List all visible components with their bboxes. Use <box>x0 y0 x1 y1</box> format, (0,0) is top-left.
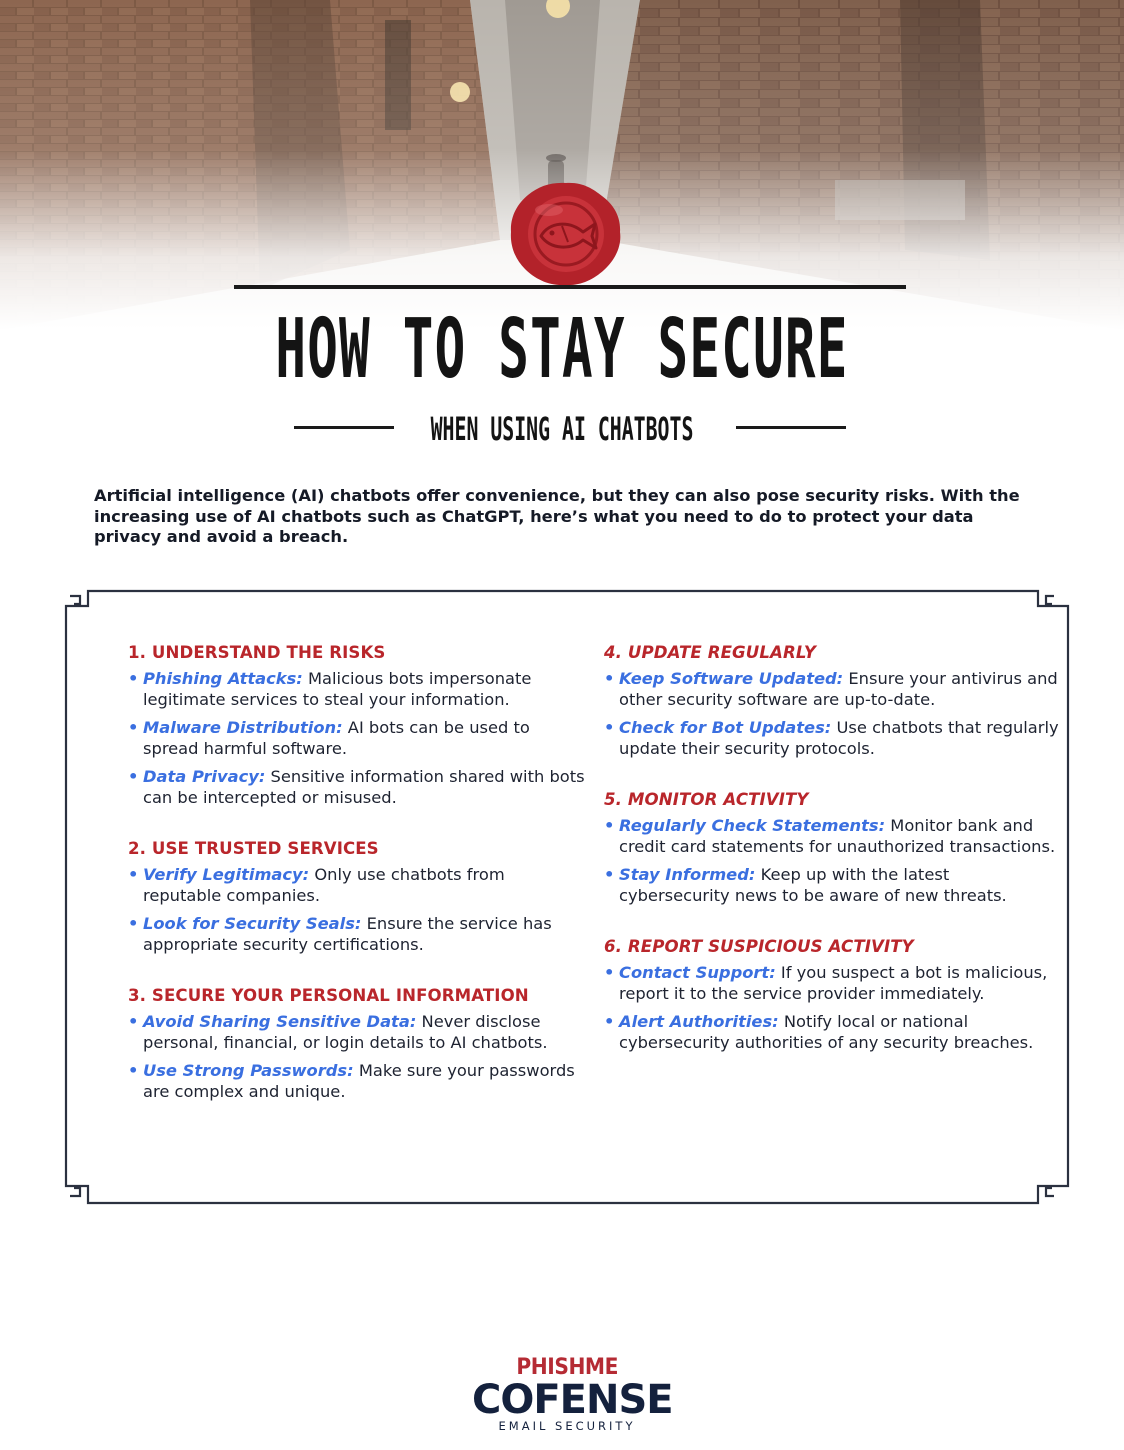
bullet-icon: • <box>128 718 139 737</box>
section-title: 4. UPDATE REGULARLY <box>604 643 817 662</box>
section-title: 3. SECURE YOUR PERSONAL INFORMATION <box>128 986 529 1005</box>
item-label: Use Strong Passwords: <box>143 1061 354 1080</box>
left-column <box>128 640 588 1130</box>
section-title: 2. USE TRUSTED SERVICES <box>128 839 379 858</box>
bullet-icon: • <box>128 914 139 933</box>
list-item <box>128 913 588 955</box>
bullet-icon: • <box>604 865 615 884</box>
item-text: AI bots can be used to spread harmful software. <box>143 718 530 758</box>
item-text: Never disclose personal, financial, or login details to AI chatbots. <box>143 1012 548 1052</box>
phishme-wordmark: PHISHME <box>516 1355 618 1380</box>
list-item <box>128 717 588 759</box>
bullet-icon: • <box>128 1012 139 1031</box>
list-item <box>128 1011 588 1053</box>
item-text: Monitor bank and credit card statements for unauthorized transactions. <box>619 816 1056 856</box>
section-understand-risks <box>128 640 588 808</box>
bullet-icon: • <box>604 1012 615 1031</box>
item-label: Keep Software Updated: <box>619 669 844 688</box>
section-report-suspicious <box>604 934 1064 1053</box>
item-text: Keep up with the latest cybersecurity news to be aware of new threats. <box>619 865 1007 905</box>
bullet-icon: • <box>128 865 139 884</box>
item-label: Regularly Check Statements: <box>619 816 886 835</box>
intro-paragraph: Artificial intelligence (AI) chatbots offer convenience, but they can also pose security risks. With the increasing use of AI chatbots such as ChatGPT, here’s what you need to do to protect your data privacy and avoid a breach. <box>94 486 1020 546</box>
item-text: If you suspect a bot is malicious, report it to the service provider immediately. <box>619 963 1048 1003</box>
section-update-regularly <box>604 640 1064 759</box>
item-text: Sensitive information shared with bots can be intercepted or misused. <box>143 767 585 807</box>
title-rule-top <box>234 285 906 289</box>
cofense-logo <box>472 1355 673 1434</box>
cofense-wordmark: COFENSE <box>472 1377 673 1423</box>
item-label: Data Privacy: <box>143 767 266 786</box>
list-item <box>604 815 1064 857</box>
right-column <box>604 640 1064 1081</box>
logo-tagline: EMAIL SECURITY <box>498 1419 636 1433</box>
list-item <box>128 864 588 906</box>
list-item <box>128 766 588 808</box>
list-item <box>604 864 1064 906</box>
bullet-icon: • <box>128 1061 139 1080</box>
list-item <box>604 962 1064 1004</box>
item-label: Verify Legitimacy: <box>143 865 310 884</box>
bullet-icon: • <box>604 963 615 982</box>
item-text: Ensure the service has appropriate security certifications. <box>143 914 552 954</box>
item-label: Contact Support: <box>619 963 776 982</box>
section-title: 5. MONITOR ACTIVITY <box>604 790 809 809</box>
list-item <box>604 717 1064 759</box>
item-text: Make sure your passwords are complex and unique. <box>143 1061 575 1101</box>
bullet-icon: • <box>604 669 615 688</box>
item-label: Check for Bot Updates: <box>619 718 832 737</box>
list-item <box>604 668 1064 710</box>
item-text: Ensure your antivirus and other security software are up-to-date. <box>619 669 1058 709</box>
item-label: Malware Distribution: <box>143 718 343 737</box>
section-trusted-services <box>128 836 588 955</box>
item-label: Alert Authorities: <box>619 1012 779 1031</box>
item-text: Only use chatbots from reputable companies. <box>143 865 505 905</box>
list-item <box>604 1011 1064 1053</box>
list-item <box>128 1060 588 1102</box>
section-personal-information <box>128 983 588 1102</box>
fish-seal-icon <box>507 180 625 288</box>
page-subtitle: WHEN USING AI CHATBOTS <box>430 410 694 448</box>
section-title: 1. UNDERSTAND THE RISKS <box>128 643 386 662</box>
list-item <box>128 668 588 710</box>
item-label: Avoid Sharing Sensitive Data: <box>143 1012 417 1031</box>
item-text: Malicious bots impersonate legitimate services to steal your information. <box>143 669 532 709</box>
item-label: Stay Informed: <box>619 865 756 884</box>
page-title: HOW TO STAY SECURE <box>275 302 849 397</box>
item-text: Use chatbots that regularly update their security protocols. <box>619 718 1059 758</box>
section-title: 6. REPORT SUSPICIOUS ACTIVITY <box>604 937 914 956</box>
bullet-icon: • <box>128 669 139 688</box>
section-monitor-activity <box>604 787 1064 906</box>
item-text: Notify local or national cybersecurity authorities of any security breaches. <box>619 1012 1034 1052</box>
bullet-icon: • <box>604 816 615 835</box>
bullet-icon: • <box>128 767 139 786</box>
item-label: Phishing Attacks: <box>143 669 303 688</box>
item-label: Look for Security Seals: <box>143 914 362 933</box>
bullet-icon: • <box>604 718 615 737</box>
